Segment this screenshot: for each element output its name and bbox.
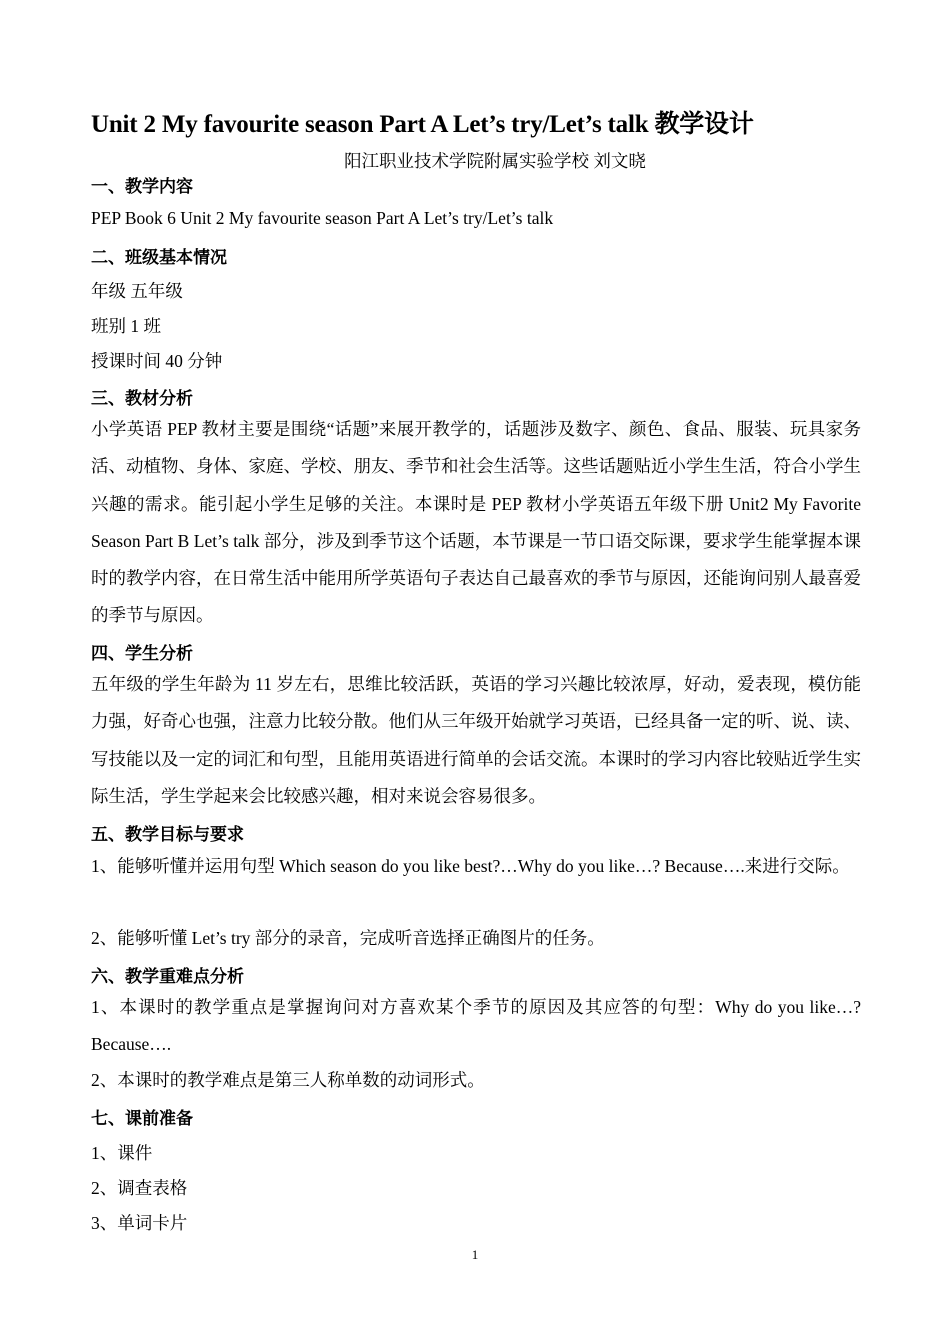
section-heading-4: 四、学生分析 bbox=[91, 644, 193, 664]
section-heading-5: 五、教学目标与要求 bbox=[91, 825, 244, 845]
grade-line: 年级 五年级 bbox=[91, 281, 183, 301]
section-heading-1: 一、教学内容 bbox=[91, 177, 193, 197]
key-point: 1、本课时的教学重点是掌握询问对方喜欢某个季节的原因及其应答的句型：Why do you like…? Because…. bbox=[91, 997, 861, 1055]
class-line: 班别 1 班 bbox=[91, 316, 161, 336]
duration-line: 授课时间 40 分钟 bbox=[91, 351, 223, 371]
prep-item: 2、调查表格 bbox=[91, 1178, 188, 1198]
objective-1: 1、能够听懂并运用句型 Which season do you like best?…Why do you like…? Because….来进行交际。 bbox=[91, 856, 850, 876]
section-1-text: PEP Book 6 Unit 2 My favourite season Part A Let’s try/Let’s talk bbox=[91, 208, 554, 228]
section-4-paragraph: 五年级的学生年龄为 11 岁左右，思维比较活跃，英语的学习兴趣比较浓厚，好动，爱表现，模仿能力强，好奇心也强，注意力比较分散。他们从三年级开始就学习英语，已经具备一定的听、说、读、写技能以及一定的词汇和句型，且能用英语进行简单的会话交流。本课时的学习内容比较贴近学生实际生活，学生学起来会比较感兴趣，相对来说会容易很多。 bbox=[91, 674, 861, 806]
prep-item: 1、课件 bbox=[91, 1143, 153, 1163]
page-number: 1 bbox=[471, 1247, 479, 1262]
section-heading-3: 三、教材分析 bbox=[91, 389, 193, 409]
document-title: Unit 2 My favourite season Part A Let’s try/Let’s talk 教学设计 bbox=[91, 111, 754, 138]
section-3-paragraph: 小学英语 PEP 教材主要是围绕“话题”来展开教学的，话题涉及数字、颜色、食品、服装、玩具家务活、动植物、身体、家庭、学校、朋友、季节和社会生活等。这些话题贴近小学生生活，符合小学生兴趣的需求。能引起小学生足够的关注。本课时是 PEP 教材小学英语五年级下册 Unit2 My Favorite Season Part B Let’s talk 部分，涉及到季节这个话题，本节课是一节口语交际课，要求学生能掌握本课时的教学内容，在日常生活中能用所学英语句子表达自己最喜欢的季节与原因，还能询问别人最喜爱的季节与原因。 bbox=[91, 419, 861, 626]
section-heading-7: 七、课前准备 bbox=[91, 1109, 193, 1129]
section-heading-6: 六、教学重难点分析 bbox=[91, 967, 244, 987]
author-line: 阳江职业技术学院附属实验学校 刘文晓 bbox=[344, 151, 646, 171]
objective-2: 2、能够听懂 Let’s try 部分的录音，完成听音选择正确图片的任务。 bbox=[91, 928, 605, 948]
difficult-point: 2、本课时的教学难点是第三人称单数的动词形式。 bbox=[91, 1070, 485, 1090]
prep-item: 3、单词卡片 bbox=[91, 1213, 188, 1233]
section-heading-2: 二、班级基本情况 bbox=[91, 248, 227, 268]
